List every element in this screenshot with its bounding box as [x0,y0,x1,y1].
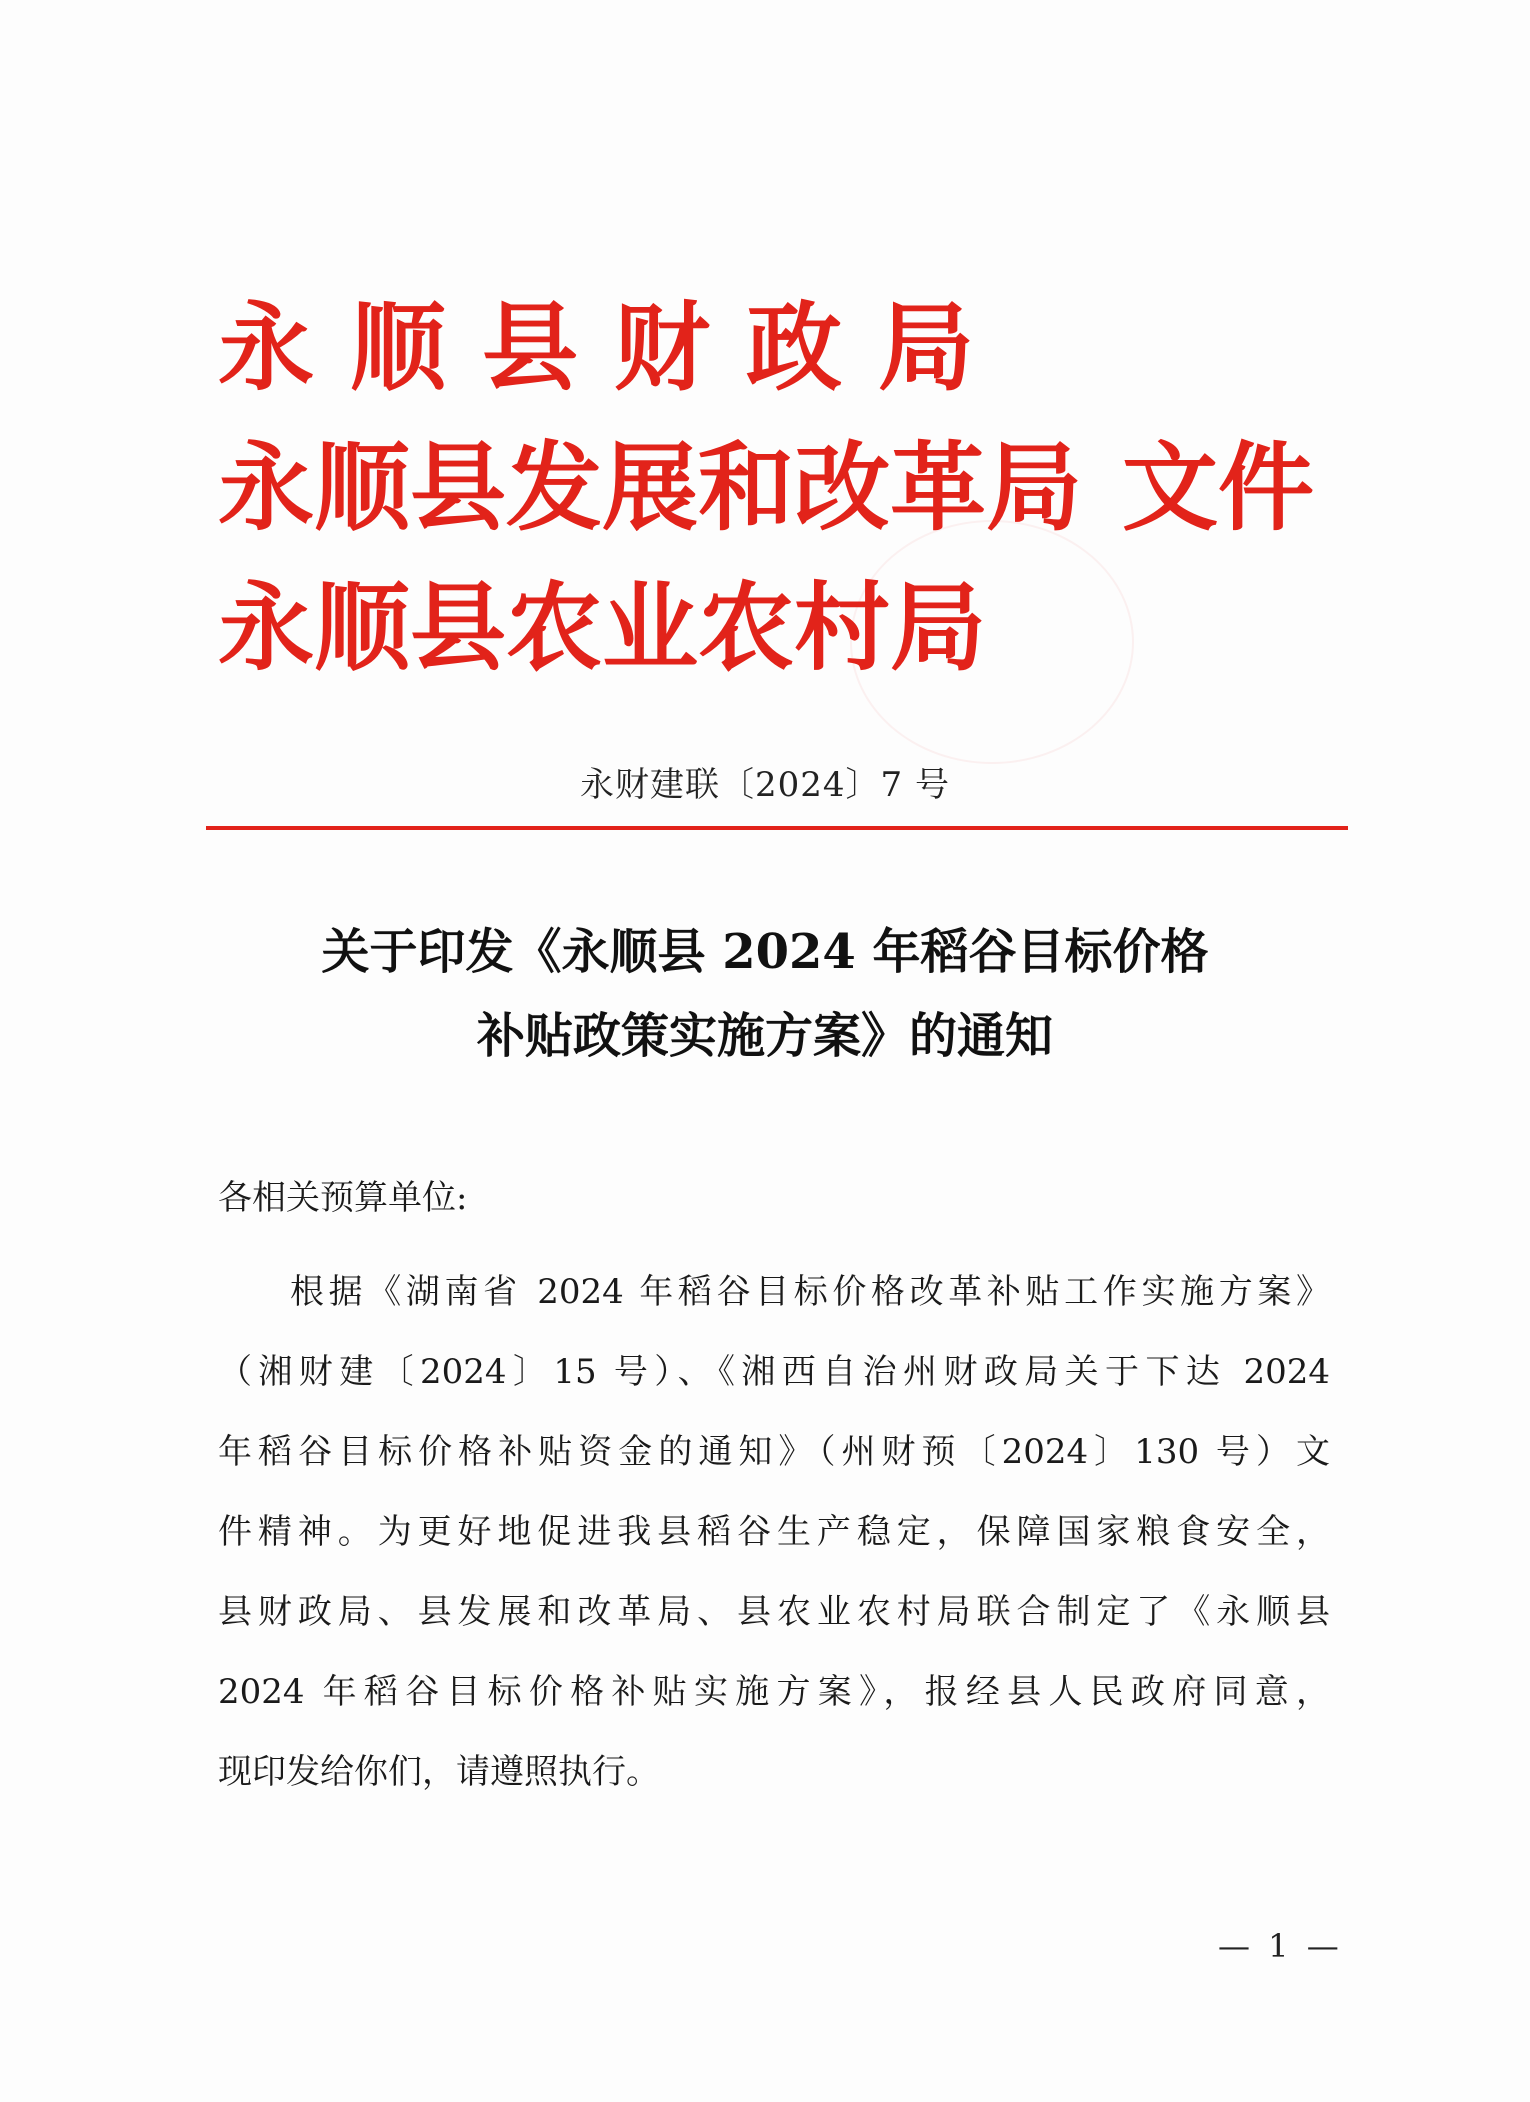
red-divider-rule [206,826,1348,830]
issuer-line-agriculture-bureau: 永顺县农业农村局 [218,571,986,684]
page-number: — 1 — [1218,1927,1343,1965]
issuer-document-suffix: 文件 [1122,431,1314,544]
issuer-line-development-reform-bureau [218,418,1338,558]
body-line: 年稻谷目标价格补贴资金的通知》（州财预〔2024〕130 号）文 [218,1432,1330,1472]
body-line: 根据《湖南省 2024 年稻谷目标价格改革补贴工作实施方案》 [290,1272,1330,1312]
salutation: 各相关预算单位: [218,1178,468,1218]
issuer-line-finance-bureau: 永顺县财政局 [218,291,1010,404]
body-line: 县财政局、县发展和改革局、县农业农村局联合制定了《永顺县 [218,1592,1330,1632]
body-paragraph [218,1252,1330,1812]
issuer-name-development-reform: 永顺县发展和改革局 [218,431,1082,544]
document-number: 永财建联〔2024〕7 号 [580,765,950,805]
body-line: （湘财建〔2024〕15 号）、《湘西自治州财政局关于下达 2024 [218,1352,1330,1392]
title-line-1: 关于印发《永顺县 2024 年稻谷目标价格 [321,924,1209,980]
body-line: 2024 年稻谷目标价格补贴实施方案》，报经县人民政府同意， [218,1672,1330,1712]
body-line: 件精神。为更好地促进我县稻谷生产稳定，保障国家粮食安全， [218,1512,1330,1552]
body-line: 现印发给你们，请遵照执行。 [218,1752,660,1792]
title-line-2: 补贴政策实施方案》的通知 [476,1008,1053,1064]
document-title [150,910,1380,1078]
issuer-header [218,278,1338,698]
